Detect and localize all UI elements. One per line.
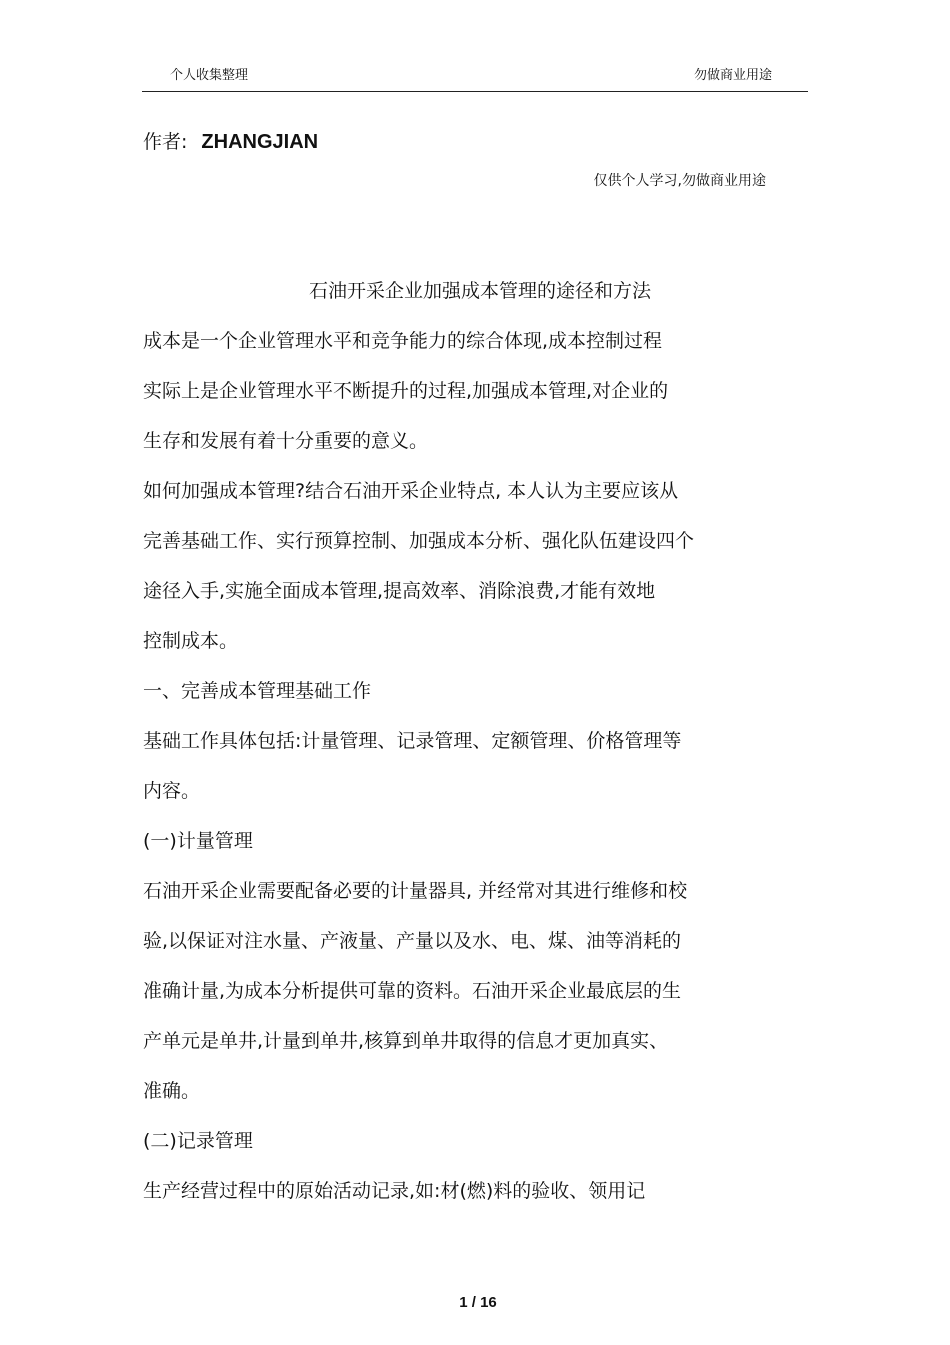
header-divider [142,91,808,92]
subsection-heading: (二)记录管理 [143,1130,253,1152]
usage-notice: 仅供个人学习,勿做商业用途 [593,173,766,189]
body-line: 准确计量,为成本分析提供可靠的资料。石油开采企业最底层的生 [143,980,682,1002]
body-line: 石油开采企业需要配备必要的计量器具, 并经常对其进行维修和校 [143,880,688,902]
author-line [143,128,318,156]
body-line: 生产经营过程中的原始活动记录,如:材(燃)料的验收、领用记 [143,1180,646,1202]
body-line: 完善基础工作、实行预算控制、加强成本分析、强化队伍建设四个 [143,530,695,552]
header-right-text: 勿做商业用途 [693,68,772,83]
body-line: 内容。 [143,780,201,802]
author-name: ZHANGJIAN [201,131,319,153]
body-line: 途径入手,实施全面成本管理,提高效率、消除浪费,才能有效地 [143,580,656,602]
body-line: 实际上是企业管理水平不断提升的过程,加强成本管理,对企业的 [143,380,669,402]
document-title: 石油开采企业加强成本管理的途径和方法 [308,280,651,302]
body-line: 如何加强成本管理?结合石油开采企业特点, 本人认为主要应该从 [143,480,679,502]
body-line: 验,以保证对注水量、产液量、产量以及水、电、煤、油等消耗的 [143,930,682,952]
body-line: 基础工作具体包括:计量管理、记录管理、定额管理、价格管理等 [143,730,682,752]
page-indicator: 1 / 16 [459,1294,497,1311]
body-line: 控制成本。 [143,630,239,652]
author-label: 作者: [143,131,188,153]
body-line: 成本是一个企业管理水平和竞争能力的综合体现,成本控制过程 [143,330,663,352]
header-left-text: 个人收集整理 [170,68,249,83]
body-line: 产单元是单井,计量到单井,核算到单井取得的信息才更加真实、 [143,1030,669,1052]
body-line: 生存和发展有着十分重要的意义。 [143,430,429,452]
section-heading: 一、完善成本管理基础工作 [143,680,372,702]
body-line: 准确。 [143,1080,201,1102]
subsection-heading: (一)计量管理 [143,830,253,852]
